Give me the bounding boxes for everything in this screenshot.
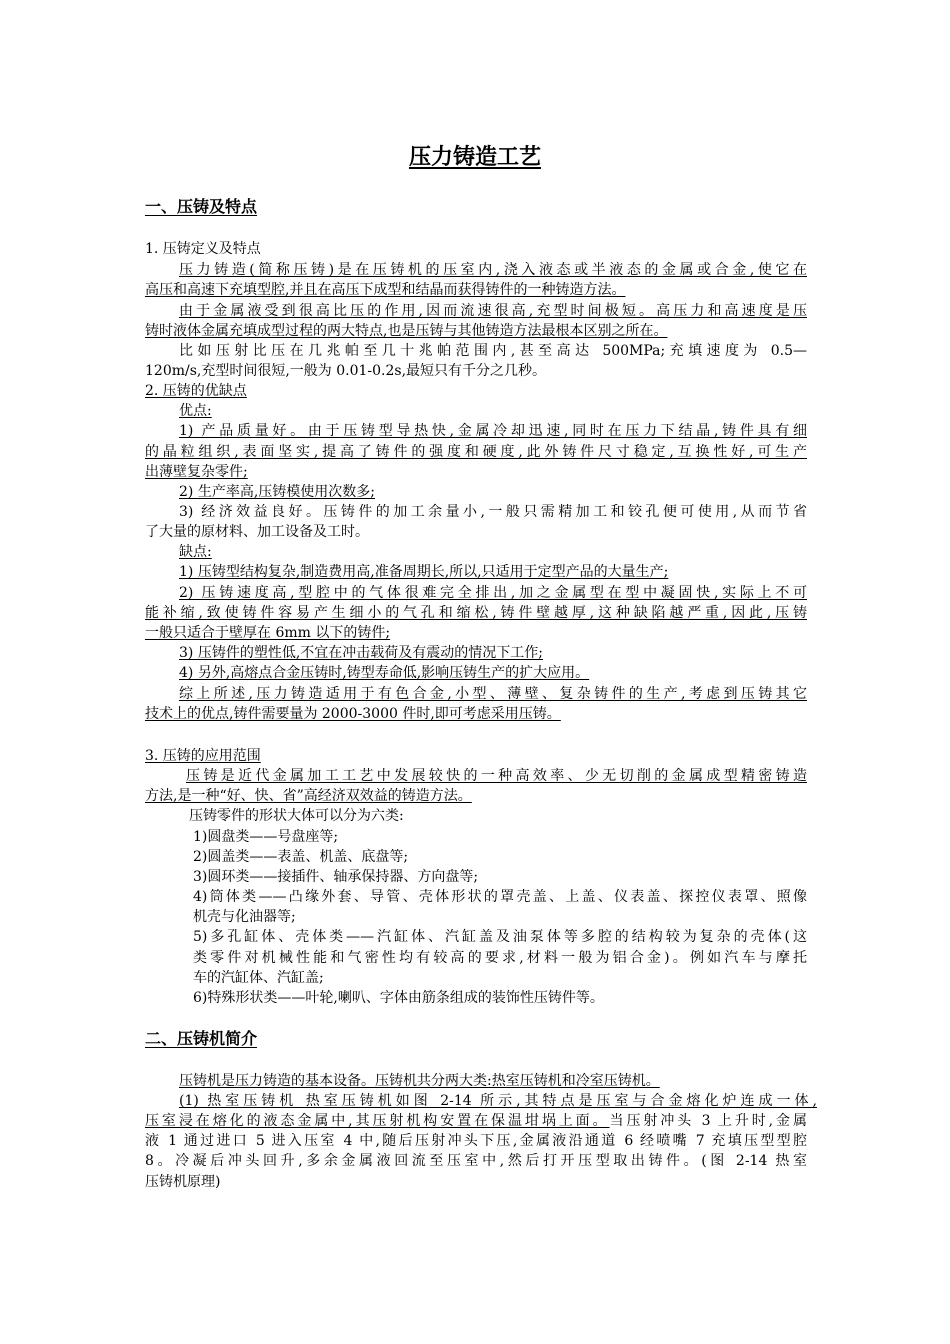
paragraph-line: 技术上的优点,铸件需要量为 2000-3000 件时,即可考虑采用压铸。 (145, 706, 561, 722)
paragraph-line: 比如压射比压在几兆帕至几十兆帕范围内,甚至高达 500MPa;充填速度为 0.5— (179, 343, 807, 359)
section-heading-1: 一、压铸及特点 (145, 197, 258, 216)
page-title: 压力铸造工艺 (408, 145, 541, 170)
subheading-definition: 1. 压铸定义及特点 (145, 241, 261, 257)
paragraph-line: 由于金属液受到很高比压的作用,因而流速很高,充型时间极短。高压力和高速度是压 (179, 303, 807, 319)
section-heading-2: 二、压铸机简介 (145, 1029, 258, 1048)
plain-text: 当压射冲头 3 上升时,金属 (609, 1113, 807, 1129)
paragraph-line: 高压和高速下充填型腔,并且在高压下成型和结晶而获得铸件的一种铸造方法。 (145, 282, 626, 298)
list-item: 的晶粒组织,表面坚实,提高了铸件的强度和硬度,此外铸件尺寸稳定,互换性好,可生产 (145, 444, 807, 460)
paragraph-line: 方法,是一种“好、快、省”高经济双效益的铸造方法。 (145, 788, 472, 804)
paragraph-line: 液 1 通过进口 5 进入压室 4 中,随后压射冲头下压,金属液沿通道 6 经喷嘴 7 充填压型型腔 (145, 1133, 807, 1149)
list-item: 3)圆环类——接插件、轴承保持器、方向盘等; (193, 869, 479, 885)
paragraph-line: 8。冷凝后冲头回升,多余金属液回流至压室中,然后打开压型取出铸件。(图 2-14 热室 (145, 1153, 807, 1169)
list-item: 2)圆盖类——表盖、机盖、底盘等; (193, 849, 409, 865)
list-item: 3) 经济效益良好。压铸件的加工余量小,一般只需精加工和铰孔便可使用,从而节省 (179, 504, 807, 520)
list-item: 4) 另外,高熔点合金压铸时,铸型寿命低,影响压铸生产的扩大应用。 (179, 665, 590, 681)
advantages-label: 优点: (179, 403, 212, 419)
list-item: 类零件对机械性能和气密性均有较高的要求,材料一般为铝合金)。例如汽车与摩托 (193, 950, 807, 966)
paragraph-line: 综上所述,压力铸造适用于有色合金,小型、薄壁、复杂铸件的生产,考虑到压铸其它 (179, 686, 807, 702)
list-item: 了大量的原材料、加工设备及工时。 (145, 524, 369, 540)
list-item: 3) 压铸件的塑性低,不宜在冲击载荷及有震动的情况下工作; (179, 645, 543, 661)
paragraph-line: 铸时液体金属充填成型过程的两大特点,也是压铸与其他铸造方法最根本区别之所在。 (145, 323, 668, 339)
list-item: 一般只适合于壁厚在 6mm 以下的铸件; (145, 625, 391, 641)
paragraph-line: 120m/s,充型时间很短,一般为 0.01-0.2s,最短只有千分之几秒。 (145, 363, 547, 379)
list-item: 2) 生产率高,压铸模使用次数多; (179, 484, 375, 500)
subheading-applications: 3. 压铸的应用范围 (145, 748, 261, 764)
disadvantages-label: 缺点: (179, 544, 212, 560)
list-item: 4)筒体类——凸缘外套、导管、壳体形状的罩壳盖、上盖、仪表盖、探控仪表罩、照像 (193, 889, 807, 905)
list-item: 5)多孔缸体、壳体类——汽缸体、汽缸盖及油泵体等多腔的结构较为复杂的壳体(这 (193, 929, 807, 945)
list-item: 1)圆盘类——号盘座等; (193, 829, 339, 845)
paragraph-line (145, 1111, 807, 1131)
list-item: 机壳与化油器等; (193, 909, 296, 925)
list-item: 6)特殊形状类——叶轮,喇叭、字体由筋条组成的装饰性压铸件等。 (193, 990, 604, 1006)
paragraph-line: 压力铸造(简称压铸)是在压铸机的压室内,浇入液态或半液态的金属或合金,使它在 (179, 262, 807, 278)
list-item: 1) 产品质量好。由于压铸型导热快,金属冷却迅速,同时在压力下结晶,铸件具有细 (179, 423, 807, 439)
paragraph-line: 压铸零件的形状大体可以分为六类: (189, 808, 404, 824)
paragraph-line: 压铸机原理) (145, 1174, 221, 1190)
list-item: 车的汽缸体、汽缸盖; (193, 970, 324, 986)
subheading-pros-cons: 2. 压铸的优缺点 (145, 383, 247, 399)
paragraph-line: 压铸机是压力铸造的基本设备。压铸机共分两大类:热室压铸机和冷室压铸机。 (179, 1073, 660, 1089)
list-item: 能补缩,致使铸件容易产生细小的气孔和缩松,铸件壁越厚,这种缺陷越严重,因此,压铸 (145, 605, 807, 621)
list-item: 2) 压铸速度高,型腔中的气体很难完全排出,加之金属型在型中凝固快,实际上不可 (179, 585, 807, 601)
list-item: 出薄壁复杂零件; (145, 464, 248, 480)
paragraph-line: (1) 热室压铸机 热室压铸机如图 2-14 所示,其特点是压室与合金熔化炉连成一体, (179, 1093, 817, 1109)
list-item: 1) 压铸型结构复杂,制造费用高,准备周期长,所以,只适用于定型产品的大量生产; (179, 564, 669, 580)
paragraph-line: 压铸是近代金属加工工艺中发展较快的一种高效率、少无切削的金属成型精密铸造 (186, 768, 807, 784)
underlined-text: 压室浸在熔化的液态金属中,其压射机构安置在保温坩埚上面。 (145, 1113, 610, 1129)
